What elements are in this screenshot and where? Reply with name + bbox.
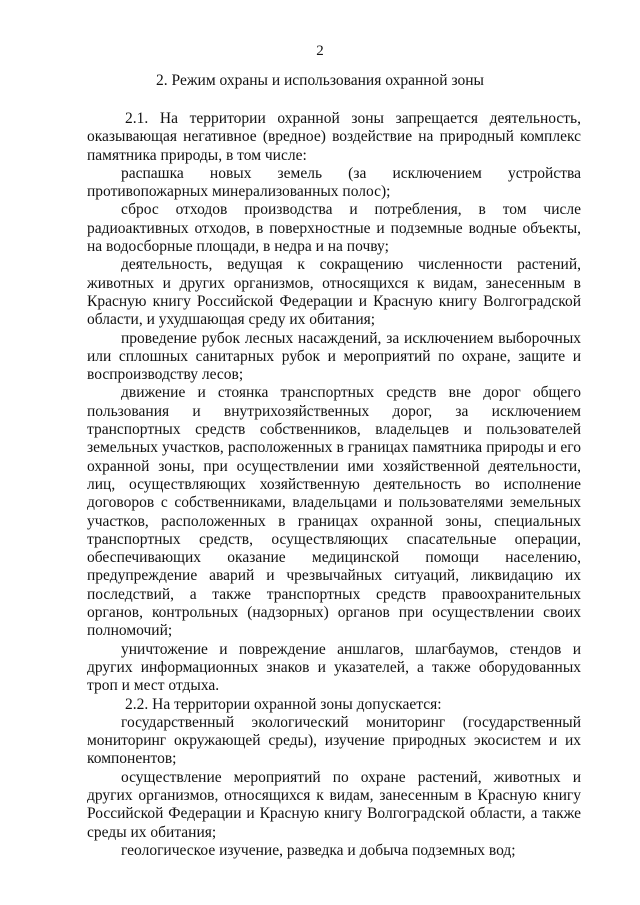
clause-2-2-intro: 2.2. На территории охранной зоны допускается:: [125, 695, 442, 713]
list-item-sign-damage: уничтожение и повреждение аншлагов, шлагбаумов, стендов и других информационных знаков и указателей, а также оборудованных троп и мест отдыха.: [87, 640, 581, 695]
section-title: 2. Режим охраны и использования охранной зоны: [156, 72, 484, 89]
list-item-vehicle-movement: движение и стоянка транспортных средств вне дорог общего пользования и внутрихозяйственных дорог, за исключением транспортных средств собственников, владельцев и пользователей земельных участков, расположенных в границах памятника природы и его охранной зоны, при осуществлении ими хозяйственной деятельности, лиц, осуществляющих хозяйственную деятельность во исполнение договоров с собственниками, владельцами и пользователями земельных участков, расположенных в границах охранной зоны, специальных транспортных средств, осуществляющих спасательные операции, обеспечивающих оказание медицинской помощи населению, предупреждение аварий и чрезвычайных ситуаций, ликвидацию их последствий, а также транспортных средств правоохранительных органов, контрольных (надзорных) органов при осуществлении своих полномочий;: [87, 384, 581, 640]
clause-2-1-intro: 2.1. На территории охранной зоны запрещается деятельность, оказывающая негативное (вредное) воздействие на природный комплекс памятника природы, в том числе:: [87, 110, 581, 164]
list-item-monitoring: государственный экологический мониторинг (государственный мониторинг окружающей среды), изучение природных экосистем и их компонентов;: [87, 713, 581, 768]
document-body: [87, 110, 581, 860]
list-item-logging: проведение рубок лесных насаждений, за исключением выборочных или сплошных санитарных рубок и мероприятий по охране, защите и воспроизводству лесов;: [87, 329, 581, 384]
list-item-groundwater: геологическое изучение, разведка и добыча подземных вод;: [121, 841, 516, 859]
list-item-species-reduction: деятельность, ведущая к сокращению численности растений, животных и других организмов, относящихся к видам, занесенным в Красную книгу Российской Федерации и Красную книгу Волгоградской области, и ухудшающая среду их обитания;: [87, 256, 581, 329]
list-item-waste-discharge: сброс отходов производства и потребления, в том числе радиоактивных отходов, в поверхностные и подземные водные объекты, на водосборные площади, в недра и на почву;: [87, 201, 581, 256]
page-number: 2: [316, 43, 324, 59]
list-item-plowing: распашка новых земель (за исключением устройства противопожарных минерализованных полос);: [87, 164, 581, 201]
list-item-protection-measures: осуществление мероприятий по охране растений, животных и других организмов, относящихся к видам, занесенным в Красную книгу Российской Федерации и Красную книгу Волгоградской области, а также среды их обитания;: [87, 768, 581, 841]
